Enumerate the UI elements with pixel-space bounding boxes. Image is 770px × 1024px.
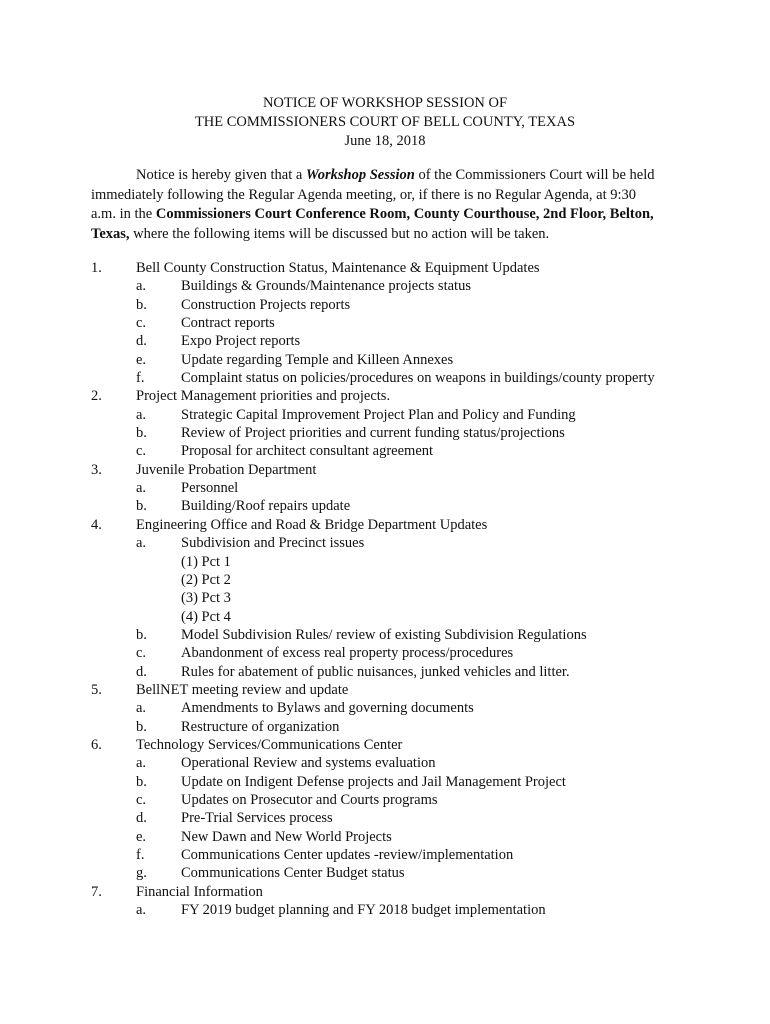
agenda-subitem-text: FY 2019 budget planning and FY 2018 budget implementation (181, 902, 546, 919)
agenda-subitem-text: Operational Review and systems evaluation (181, 755, 436, 772)
agenda-item-number: 6. (91, 736, 102, 753)
agenda-subitem (0, 480, 770, 498)
agenda-subitem-letter: c. (136, 315, 147, 332)
agenda-item-text: BellNET meeting review and update (136, 681, 349, 698)
intro-line-4 (91, 225, 691, 245)
agenda-subitem-text: Rules for abatement of public nuisances, junked vehicles and litter. (181, 663, 570, 680)
agenda-item-number: 7. (91, 883, 102, 900)
agenda-subitem (0, 370, 770, 388)
agenda-subitem (0, 755, 770, 773)
agenda-item (0, 462, 770, 480)
agenda-subitem-letter: b. (136, 718, 147, 735)
agenda-subitem (0, 278, 770, 296)
location-emphasis: Commissioners Court Conference Room, County Courthouse, 2nd Floor, Belton, (155, 206, 654, 222)
agenda-subitem-letter: f. (136, 370, 145, 387)
agenda-subitem (0, 443, 770, 461)
agenda-subitem-letter: a. (136, 902, 147, 919)
agenda-outline (0, 260, 770, 920)
workshop-session-emphasis: Workshop Session (305, 167, 415, 183)
intro-text: of the Commissioners Court will be held (414, 167, 655, 183)
agenda-subitem-letter: a. (136, 700, 147, 717)
agenda-subitem (0, 498, 770, 516)
agenda-subitem (0, 700, 770, 718)
agenda-subitem-text: Strategic Capital Improvement Project Plan and Policy and Funding (181, 406, 576, 423)
agenda-subitem-letter: a. (136, 535, 147, 552)
agenda-subitem (0, 315, 770, 333)
agenda-subitem-text: Update regarding Temple and Killeen Annexes (181, 351, 454, 368)
agenda-subitem-letter: a. (136, 278, 147, 295)
agenda-subitem-letter: b. (136, 498, 147, 515)
agenda-subsubitem-text: (3) Pct 3 (181, 590, 231, 607)
agenda-item-number: 4. (91, 516, 102, 533)
header-title-line1: NOTICE OF WORKSHOP SESSION OF (262, 95, 508, 111)
agenda-subitem-letter: d. (136, 663, 147, 680)
agenda-subitem (0, 535, 770, 553)
agenda-subitem-text: Pre-Trial Services process (181, 810, 333, 827)
agenda-subitem-text: Model Subdivision Rules/ review of existing Subdivision Regulations (181, 626, 587, 643)
agenda-subsubitem (0, 554, 770, 572)
agenda-subitem-letter: d. (136, 333, 147, 350)
intro-line-2: immediately following the Regular Agenda meeting, or, if there is no Regular Agenda, at 9:30 (91, 186, 637, 203)
agenda-subitem-letter: a. (136, 406, 147, 423)
intro-line-3 (91, 205, 691, 225)
agenda-subitem-letter: f. (136, 847, 145, 863)
agenda-subitem-letter: e. (136, 351, 147, 368)
agenda-subitem-text: Personnel (181, 480, 239, 497)
agenda-subitem (0, 792, 770, 810)
agenda-subitem-text: Construction Projects reports (181, 296, 351, 313)
agenda-subitem (0, 407, 770, 425)
agenda-subitem-letter: b. (136, 296, 147, 313)
agenda-subitem (0, 847, 770, 865)
agenda-subitem-letter: d. (136, 810, 147, 827)
agenda-subitem-text: Contract reports (181, 315, 275, 332)
agenda-item-number: 2. (91, 388, 102, 405)
agenda-item-text: Juvenile Probation Department (136, 461, 317, 478)
intro-text: where the following items will be discussed but no action will be taken. (129, 225, 550, 242)
agenda-subitem-letter: b. (136, 425, 147, 442)
agenda-item-number: 1. (91, 260, 102, 276)
agenda-subitem-text: Updates on Prosecutor and Courts programs (181, 791, 438, 808)
agenda-subitem-letter: a. (136, 755, 147, 772)
agenda-item (0, 260, 770, 278)
agenda-item (0, 884, 770, 902)
agenda-item-text: Project Management priorities and projects. (136, 388, 391, 405)
agenda-subsubitem (0, 572, 770, 590)
agenda-subitem-letter: c. (136, 791, 147, 808)
agenda-item-text: Technology Services/Communications Center (136, 736, 403, 753)
agenda-subitem-letter: b. (136, 626, 147, 643)
agenda-subsubitem (0, 609, 770, 627)
agenda-item-number: 3. (91, 461, 102, 478)
agenda-item-text: Financial Information (136, 883, 263, 900)
agenda-subitem (0, 352, 770, 370)
agenda-item-text: Bell County Construction Status, Maintenance & Equipment Updates (136, 260, 540, 276)
agenda-subitem (0, 719, 770, 737)
notice-header (0, 94, 770, 151)
agenda-subitem (0, 902, 770, 920)
agenda-subitem-letter: g. (136, 865, 147, 882)
agenda-subitem (0, 664, 770, 682)
agenda-subitem-letter: c. (136, 443, 147, 460)
intro-line-1 (91, 166, 691, 186)
agenda-subitem-text: Expo Project reports (181, 333, 301, 350)
agenda-subitem (0, 627, 770, 645)
header-title-line2: THE COMMISSIONERS COURT OF BELL COUNTY, TEXAS (194, 114, 576, 130)
agenda-subitem-text: Building/Roof repairs update (181, 498, 351, 515)
agenda-subsubitem (0, 590, 770, 608)
agenda-subitem (0, 645, 770, 663)
agenda-subitem-text: Restructure of organization (181, 718, 340, 735)
agenda-item (0, 388, 770, 406)
agenda-subitem-text: Amendments to Bylaws and governing documents (181, 700, 474, 717)
agenda-subitem-text: Subdivision and Precinct issues (181, 535, 365, 552)
agenda-subsubitem-text: (2) Pct 2 (181, 571, 231, 588)
agenda-subitem (0, 333, 770, 351)
agenda-item (0, 737, 770, 755)
agenda-subitem-text: Complaint status on policies/procedures on weapons in buildings/county property (181, 370, 655, 387)
agenda-item-number: 5. (91, 681, 102, 698)
agenda-item (0, 682, 770, 700)
agenda-subitem (0, 297, 770, 315)
agenda-item-text: Engineering Office and Road & Bridge Department Updates (136, 516, 488, 533)
agenda-subitem-text: Review of Project priorities and current funding status/projections (181, 425, 565, 442)
intro-paragraph (91, 166, 691, 244)
agenda-subitem-text: Communications Center Budget status (181, 865, 405, 882)
agenda-subitem (0, 774, 770, 792)
agenda-subitem-text: Abandonment of excess real property process/procedures (181, 645, 514, 662)
agenda-subitem (0, 829, 770, 847)
header-date: June 18, 2018 (344, 133, 426, 149)
agenda-subitem (0, 865, 770, 883)
intro-text: a.m. in the (91, 206, 156, 222)
location-emphasis-end: Texas, (91, 225, 130, 242)
agenda-subitem-letter: e. (136, 828, 147, 845)
intro-text: Notice is hereby given that a (136, 167, 306, 183)
agenda-subsubitem-text: (4) Pct 4 (181, 608, 231, 625)
agenda-subitem-text: Proposal for architect consultant agreement (181, 443, 434, 460)
agenda-subitem-text: New Dawn and New World Projects (181, 828, 392, 845)
agenda-subitem-letter: b. (136, 773, 147, 790)
agenda-subitem-letter: a. (136, 480, 147, 497)
agenda-subsubitem-text: (1) Pct 1 (181, 553, 231, 570)
agenda-subitem (0, 425, 770, 443)
agenda-subitem-text: Buildings & Grounds/Maintenance projects status (181, 278, 471, 295)
agenda-subitem-letter: c. (136, 645, 147, 662)
agenda-subitem-text: Communications Center updates -review/implementation (181, 847, 514, 863)
agenda-item (0, 517, 770, 535)
agenda-subitem (0, 810, 770, 828)
agenda-subitem-text: Update on Indigent Defense projects and Jail Management Project (181, 773, 566, 790)
